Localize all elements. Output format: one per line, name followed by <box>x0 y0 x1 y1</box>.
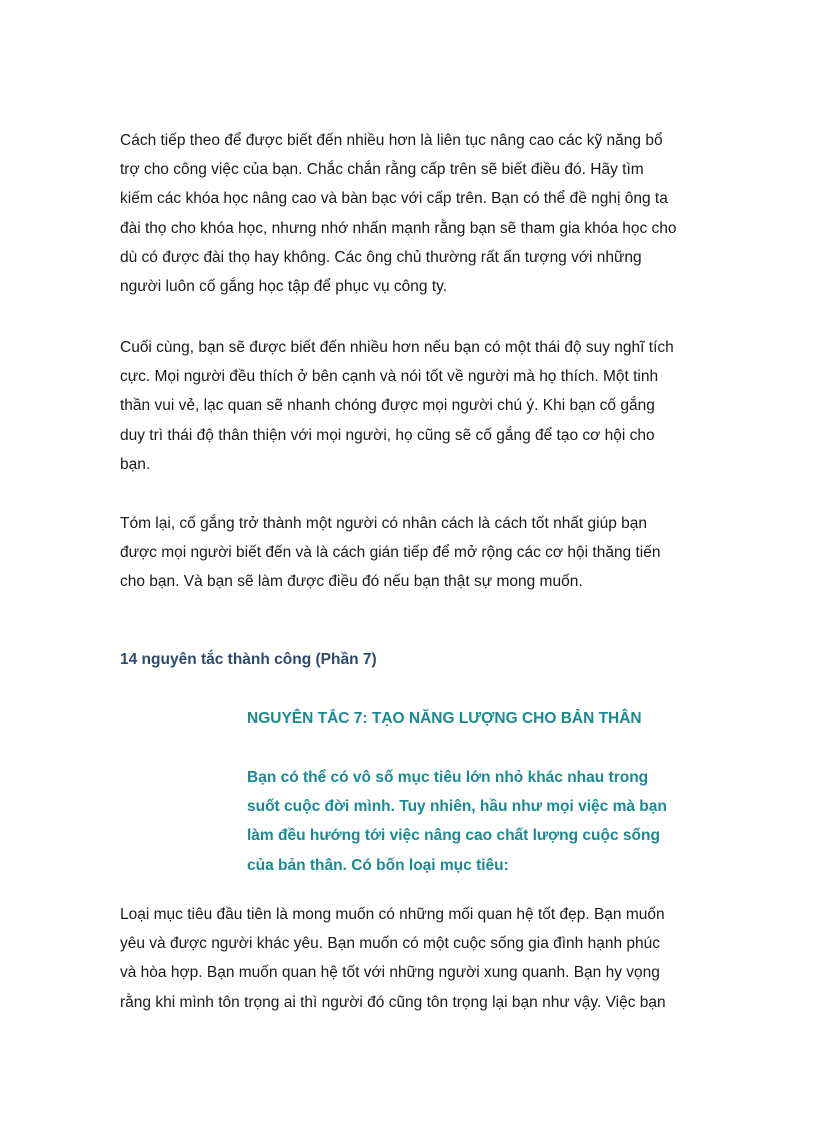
section-heading: 14 nguyên tắc thành công (Phần 7) <box>120 651 377 668</box>
paragraph-skills: Cách tiếp theo để được biết đến nhiều hơn là liên tục nâng cao các kỹ năng bổ trợ cho công việc của bạn. Chắc chắn rằng cấp trên sẽ biết điều đó. Hãy tìm kiếm các khóa học nâng cao và bàn bạc với cấp trên. Bạn có thể đề nghị ông ta đài thọ cho khóa học, nhưng nhớ nhấn mạnh rằng bạn sẽ tham gia khóa học cho dù có được đài thọ hay không. Các ông chủ thường rất ấn tượng với những người luôn cố gắng học tập để phục vụ công ty. <box>120 132 677 296</box>
principle-title: NGUYÊN TẮC 7: TẠO NĂNG LƯỢNG CHO BẢN THÂN <box>247 710 642 727</box>
principle-intro: Bạn có thể có vô số mục tiêu lớn nhỏ khác nhau trong suốt cuộc đời mình. Tuy nhiên, hầu như mọi việc mà bạn làm đều hướng tới việc nâng cao chất lượng cuộc sống của bản thân. Có bốn loại mục tiêu: <box>247 769 667 874</box>
paragraph-relationship-goals: Loại mục tiêu đầu tiên là mong muốn có những mối quan hệ tốt đẹp. Bạn muốn yêu và được người khác yêu. Bạn muốn có một cuộc sống gia đình hạnh phúc và hòa hợp. Bạn muốn quan hệ tốt với những người xung quanh. Bạn hy vọng rằng khi mình tôn trọng ai thì người đó cũng tôn trọng lại bạn như vậy. Việc bạn <box>120 906 666 1011</box>
paragraph-positive-attitude: Cuối cùng, bạn sẽ được biết đến nhiều hơn nếu bạn có một thái độ suy nghĩ tích cực. Mọi người đều thích ở bên cạnh và nói tốt về người mà họ thích. Một tinh thần vui vẻ, lạc quan sẽ nhanh chóng được mọi người chú ý. Khi bạn cố gắng duy trì thái độ thân thiện với mọi người, họ cũng sẽ cố gắng để tạo cơ hội cho bạn. <box>120 339 674 473</box>
paragraph-summary: Tóm lại, cố gắng trở thành một người có nhân cách là cách tốt nhất giúp bạn được mọi người biết đến và là cách gián tiếp để mở rộng các cơ hội thăng tiến cho bạn. Và bạn sẽ làm được điều đó nếu bạn thật sự mong muốn. <box>120 515 661 591</box>
